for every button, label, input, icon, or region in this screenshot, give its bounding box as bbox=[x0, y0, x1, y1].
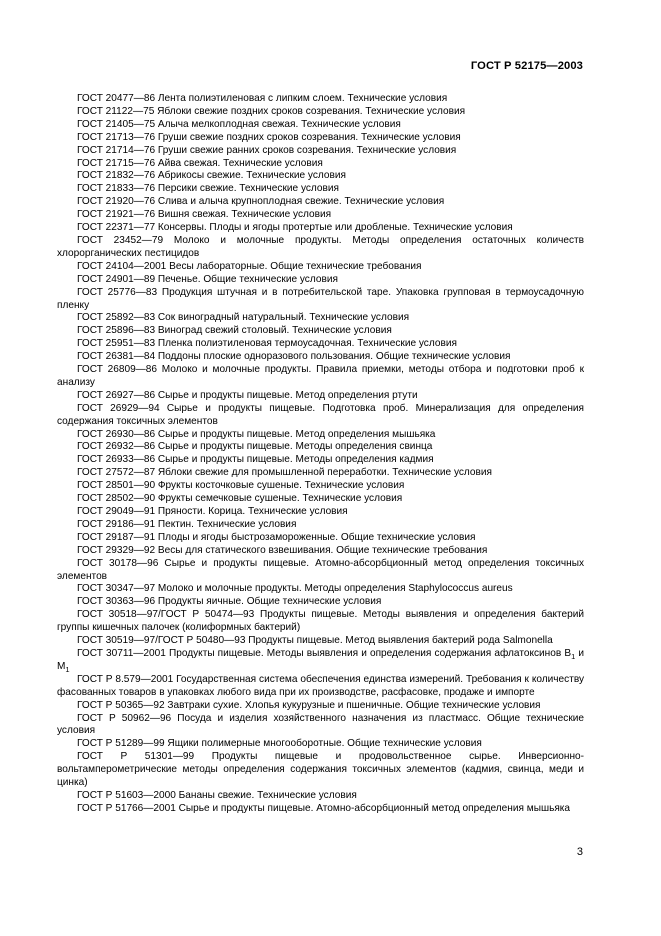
reference-item bbox=[57, 558, 584, 584]
reference-item bbox=[57, 183, 584, 196]
reference-item bbox=[57, 583, 584, 596]
reference-text: ГОСТ 30519—97/ГОСТ Р 50480—93 Продукты пищевые. Метод выявления бактерий рода Salmonella bbox=[77, 635, 553, 647]
reference-item bbox=[57, 700, 584, 713]
reference-text: ГОСТ 28502—90 Фрукты семечковые сушеные. Технические условия bbox=[77, 493, 403, 505]
reference-text: ГОСТ 25951—83 Пленка полиэтиленовая термоусадочная. Технические условия bbox=[77, 338, 457, 350]
reference-text: ГОСТ 21713—76 Груши свежие поздних сроков созревания. Технические условия bbox=[77, 131, 461, 143]
reference-item bbox=[57, 274, 584, 287]
reference-item bbox=[57, 145, 584, 158]
reference-item bbox=[57, 713, 584, 739]
reference-text: ГОСТ 21714—76 Груши свежие ранних сроков созревания. Технические условия bbox=[77, 144, 457, 156]
reference-item bbox=[57, 429, 584, 442]
reference-text: ГОСТ 29049—91 Пряности. Корица. Технические условия bbox=[77, 506, 348, 517]
reference-text: ГОСТ 26929—94 Сырье и продукты пищевые. Подготовка проб. Минерализация для определения содержания токсичных элементов bbox=[57, 402, 584, 427]
reference-text: ГОСТ 26809—86 Молоко и молочные продукты. Правила приемки, методы отбора и подготовки проб к анализу bbox=[57, 364, 584, 388]
reference-item bbox=[57, 132, 584, 145]
reference-item bbox=[57, 338, 584, 351]
reference-item bbox=[57, 493, 584, 506]
reference-text: ГОСТ 26927—86 Сырье и продукты пищевые. Метод определения ртути bbox=[77, 389, 418, 401]
reference-text: ГОСТ Р 50365—92 Завтраки сухие. Хлопья кукурузные и пшеничные. Общие технические условия bbox=[77, 699, 541, 711]
reference-item bbox=[57, 674, 584, 700]
reference-item bbox=[57, 119, 584, 132]
reference-text: ГОСТ 26933—86 Сырье и продукты пищевые. Методы определения кадмия bbox=[77, 454, 434, 466]
reference-item bbox=[57, 158, 584, 171]
reference-item bbox=[57, 519, 584, 532]
reference-text: ГОСТ 21405—75 Алыча мелкоплодная свежая. Технические условия bbox=[77, 118, 401, 130]
reference-text: ГОСТ 22371—77 Консервы. Плоды и ягоды протертые или дробленые. Технические условия bbox=[77, 222, 513, 234]
reference-text: и M bbox=[57, 647, 584, 672]
reference-text: ГОСТ 28501—90 Фрукты косточковые сушеные. Технические условия bbox=[77, 480, 405, 492]
reference-text: ГОСТ 21921—76 Вишня свежая. Технические условия bbox=[77, 209, 332, 221]
reference-text: ГОСТ 27572—87 Яблоки свежие для промышленной переработки. Технические условия bbox=[77, 467, 493, 479]
reference-item bbox=[57, 287, 584, 313]
document-header-id: ГОСТ Р 52175—2003 bbox=[470, 60, 583, 72]
reference-item bbox=[57, 209, 584, 222]
reference-item bbox=[57, 596, 584, 609]
reference-text: ГОСТ 26381—84 Поддоны плоские одноразового пользования. Общие технические условия bbox=[77, 351, 511, 363]
reference-item bbox=[57, 170, 584, 183]
reference-text: ГОСТ 20477—86 Лента полиэтиленовая с липким слоем. Технические условия bbox=[77, 93, 448, 104]
reference-item bbox=[57, 790, 584, 803]
reference-text: ГОСТ 21920—76 Слива и алыча крупноплодная свежие. Технические условия bbox=[77, 196, 445, 208]
reference-item bbox=[57, 312, 584, 325]
reference-item bbox=[57, 261, 584, 274]
reference-text: ГОСТ 25892—83 Сок виноградный натуральный. Технические условия bbox=[77, 312, 410, 324]
reference-text: ГОСТ 26932—86 Сырье и продукты пищевые. Методы определения свинца bbox=[77, 441, 433, 453]
reference-item bbox=[57, 648, 584, 674]
normative-references-list bbox=[57, 93, 584, 816]
reference-text: ГОСТ 30347—97 Молоко и молочные продукты. Методы определения Staphylococcus aureus bbox=[77, 583, 513, 595]
reference-item bbox=[57, 441, 584, 454]
reference-text: ГОСТ Р 50962—96 Посуда и изделия хозяйственного назначения из пластмасс. Общие технические условия bbox=[57, 712, 584, 737]
reference-item bbox=[57, 738, 584, 751]
reference-text: ГОСТ 30178—96 Сырье и продукты пищевые. Атомно-абсорбционный метод определения токсичных элементов bbox=[57, 557, 584, 582]
reference-item bbox=[57, 196, 584, 209]
reference-text: ГОСТ 29329—92 Весы для статического взвешивания. Общие технические требования bbox=[77, 544, 488, 556]
reference-text: ГОСТ 26930—86 Сырье и продукты пищевые. Метод определения мышьяка bbox=[77, 428, 436, 440]
reference-text: ГОСТ Р 51766—2001 Сырье и продукты пищевые. Атомно-абсорбционный метод определения мышьяка bbox=[77, 802, 571, 814]
reference-item bbox=[57, 222, 584, 235]
reference-item bbox=[57, 532, 584, 545]
reference-text: ГОСТ Р 51603—2000 Бананы свежие. Технические условия bbox=[77, 789, 357, 801]
reference-item bbox=[57, 454, 584, 467]
reference-item bbox=[57, 390, 584, 403]
reference-item bbox=[57, 364, 584, 390]
reference-text: ГОСТ 21833—76 Персики свежие. Технические условия bbox=[77, 183, 340, 195]
reference-text: ГОСТ 21715—76 Айва свежая. Технические условия bbox=[77, 157, 323, 169]
reference-text: ГОСТ 29187—91 Плоды и ягоды быстрозамороженные. Общие технические условия bbox=[77, 531, 476, 543]
reference-item bbox=[57, 403, 584, 429]
reference-item bbox=[57, 609, 584, 635]
reference-text: ГОСТ 30518—97/ГОСТ Р 50474—93 Продукты пищевые. Методы выявления и определения бактерий группы кишечных палочек (колиформных бактерий) bbox=[57, 609, 584, 634]
reference-text: ГОСТ 25776—83 Продукция штучная и в потребительской таре. Упаковка групповая в термоусадочную пленку bbox=[57, 286, 584, 311]
reference-text: ГОСТ 21122—75 Яблоки свежие поздних сроков созревания. Технические условия bbox=[77, 105, 466, 117]
reference-item bbox=[57, 506, 584, 519]
reference-text: ГОСТ 21832—76 Абрикосы свежие. Технические условия bbox=[77, 170, 346, 182]
reference-text: ГОСТ Р 51301—99 Продукты пищевые и продовольственное сырье. Инверсионно-вольтамперометрические методы определения содержания токсичных элементов (кадмия, свинца, меди и цинка) bbox=[57, 751, 584, 789]
reference-item bbox=[57, 635, 584, 648]
reference-text: ГОСТ 25896—83 Виноград свежий столовый. Технические условия bbox=[77, 325, 392, 337]
reference-text: ГОСТ Р 8.579—2001 Государственная система обеспечения единства измерений. Требования к количеству фасованных товаров в упаковках любого вида при их производстве, расфасовке, продаже и импорте bbox=[57, 673, 584, 698]
subscript: 1 bbox=[571, 651, 576, 661]
reference-item bbox=[57, 803, 584, 816]
page-number: 3 bbox=[576, 846, 583, 858]
reference-item bbox=[57, 480, 584, 493]
reference-item bbox=[57, 235, 584, 261]
reference-text: ГОСТ 29186—91 Пектин. Технические условия bbox=[77, 518, 297, 530]
reference-item bbox=[57, 545, 584, 558]
reference-item bbox=[57, 351, 584, 364]
reference-text: ГОСТ 24901—89 Печенье. Общие технические условия bbox=[77, 273, 338, 285]
reference-item bbox=[57, 467, 584, 480]
reference-text: ГОСТ 30711—2001 Продукты пищевые. Методы выявления и определения содержания афлатоксинов B bbox=[77, 647, 572, 659]
reference-text: ГОСТ 23452—79 Молоко и молочные продукты. Методы определения остаточных количеств хлорорганических пестицидов bbox=[57, 234, 584, 259]
subscript: 1 bbox=[65, 664, 70, 674]
reference-text: ГОСТ 24104—2001 Весы лабораторные. Общие технические требования bbox=[77, 260, 422, 272]
reference-text: ГОСТ Р 51289—99 Ящики полимерные многооборотные. Общие технические условия bbox=[77, 738, 482, 750]
reference-item bbox=[57, 106, 584, 119]
reference-text: ГОСТ 30363—96 Продукты яичные. Общие технические условия bbox=[77, 596, 382, 608]
reference-item bbox=[57, 325, 584, 338]
reference-item bbox=[57, 93, 584, 106]
reference-item bbox=[57, 751, 584, 790]
